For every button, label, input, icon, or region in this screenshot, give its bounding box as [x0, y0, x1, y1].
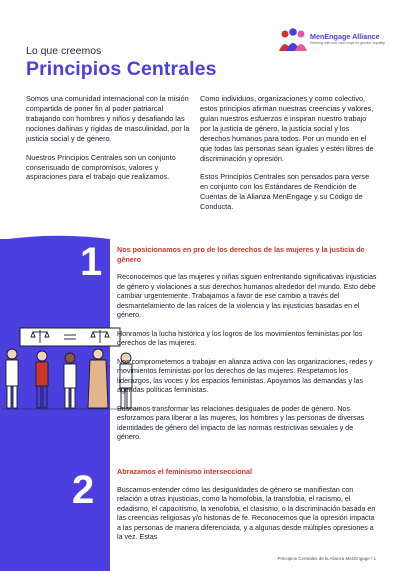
page-footer: Principios Centrales de la Alianza MenEngage / 1 — [277, 556, 376, 561]
page-title: Principios Centrales — [26, 58, 217, 80]
logo-tagline: Working with men and boys for gender equality — [310, 41, 385, 45]
section-paragraph: Honramos la lucha histórica y los logros de los movimientos feministas por los derechos de las mujeres. — [117, 329, 363, 348]
section-1 — [117, 245, 377, 452]
intro-paragraph: Nuestros Principios Centrales son un conjunto consensuado de compromisos, valores y aspiraciones para el trabajo que realizamos. — [26, 152, 176, 182]
section-heading: Abrazamos el feminismo interseccional — [117, 467, 253, 476]
section-2 — [117, 467, 377, 552]
intro-paragraph: Estos Principios Centrales son pensados para verse en conjunto con los Estándares de Rendición de Cuentas de la Alianza MenEngage y su Código de Conducta. — [200, 172, 370, 212]
section-paragraph: Buscamos entender cómo las desigualdades de género se manifiestan con relación a otras injusticias, como la homofobia, la transfobia, el racismo, el edadismo, el capacitismo, la xenofobia, el clasismo, o la discriminación basada en las creencias religiosas y/o historias de fe. Reconocemos que la opresión impacta a las personas de manera diferenciada, y a algunas desde múltiples opresiones a la vez. Estas — [117, 485, 376, 542]
intro-paragraph: Somos una comunidad internacional con la misión compartida de poner fin al poder patriarcal trabajando con hombres y niños y desafiando las nociones dañinas y rígidas de masculinidad, por la justicia social y de género. — [26, 94, 190, 143]
section-heading: Nos posicionamos en pro de los derechos de las mujeres y la justicia de género — [117, 245, 365, 264]
section-paragraph: Reconocemos que las mujeres y niñas siguen enfrentando significativas injusticias de género y violaciones a sus derechos humanos alrededor del mundo. Esto debe cambiar urgentemente. Trabajamos a favor de ese cambio a través del desmantelamiento de las raíces de la violencia y las injusticias basadas en el género. — [117, 273, 377, 320]
section-paragraph: Buscamos transformar las relaciones desiguales de poder de género. Nos esforzamos para liberar a las mujeres, los hombres y las personas de diversas identidades de género del impacto de las normas restrictivas sexuales y de género. — [117, 404, 365, 442]
intro-paragraph: Como individuos, organizaciones y como colectivo, estos principios afirman nuestras creencias y valores, guían nuestros esfuerzos e inspiran nuestro trabajo por la justicia de género, la justicia social y los derechos humanos para todos. Por un mundo en el que todas las personas sean iguales y estén libres de discriminación y opresión. — [200, 94, 374, 163]
page-kicker: Lo que creemos — [26, 45, 102, 57]
logo-name: MenEngage Alliance — [310, 32, 380, 41]
intro-left-column — [26, 94, 196, 191]
section-paragraph: Nos comprometemos a trabajar en alianza activa con las organizaciones, redes y movimientos feministas por los derechos de las mujeres. Respetamos los liderazgos, las voces y los espacios feministas. Apoyamos las demandas y las agendas políticas feministas. — [117, 357, 373, 395]
section-number: 1 — [80, 240, 103, 284]
section-number: 2 — [72, 468, 95, 512]
menengage-logo — [277, 27, 397, 53]
logo-people-icon — [277, 27, 309, 53]
